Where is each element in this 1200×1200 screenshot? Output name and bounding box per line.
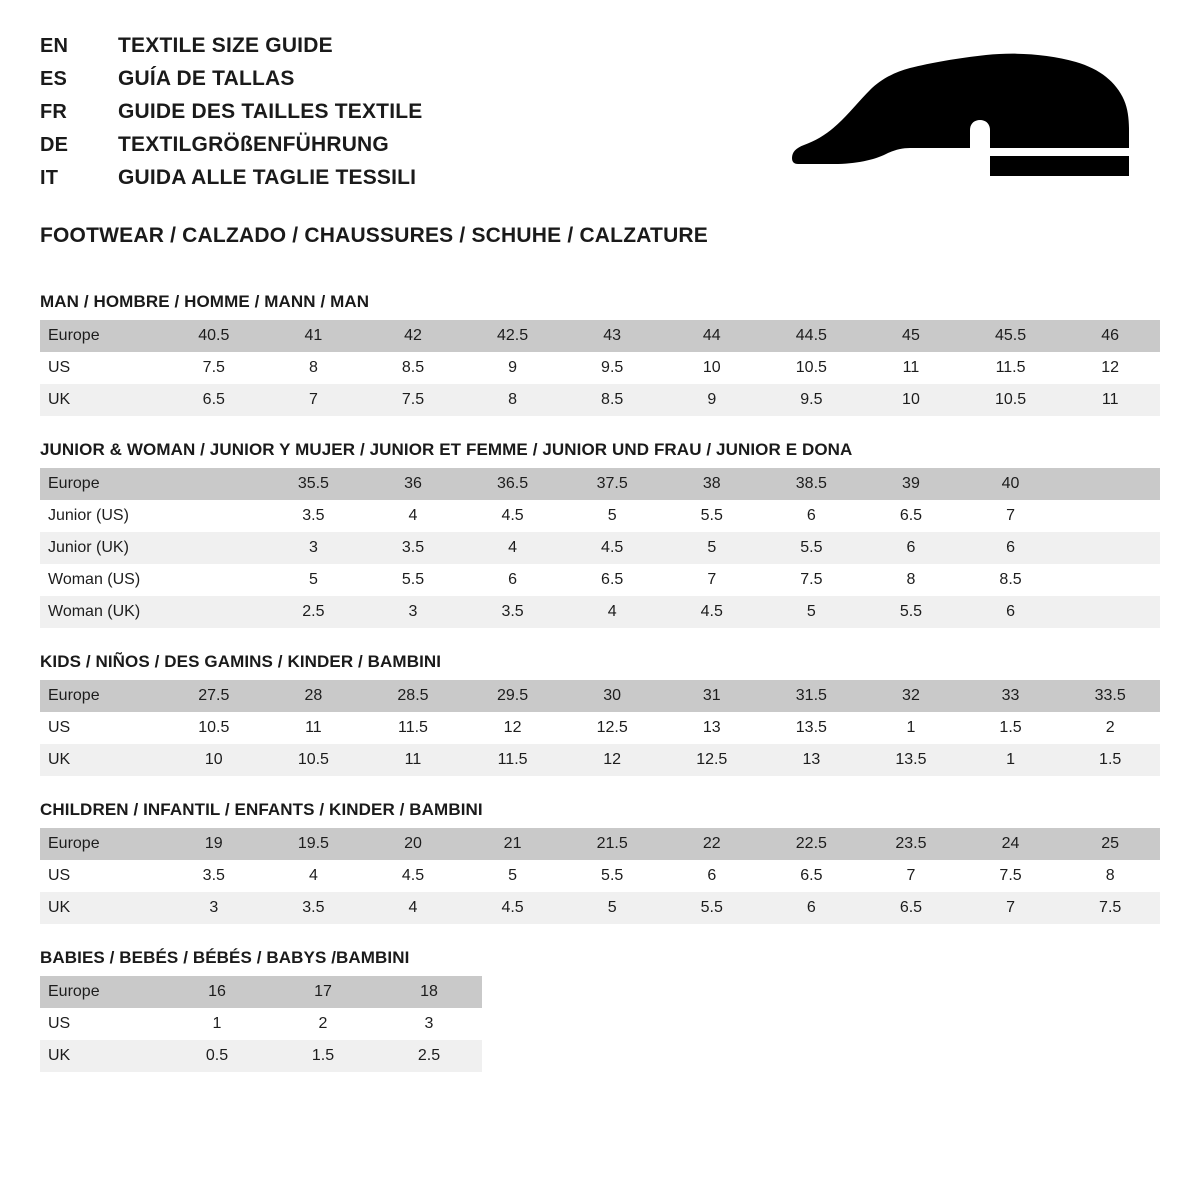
cell: 5 [762,596,862,628]
row-label: Woman (US) [40,564,164,596]
cell: 5 [264,564,364,596]
language-row-it [40,166,422,196]
cell: 42.5 [463,320,563,352]
group-junior-woman [40,440,1160,628]
cell: 11.5 [961,352,1061,384]
cell: 5 [562,892,662,924]
cell: 22.5 [762,828,862,860]
row-label: UK [40,1040,164,1072]
page-header [40,34,1160,196]
group-man [40,292,1160,416]
language-title: GUIDE DES TAILLES TEXTILE [118,100,423,123]
table-row [40,564,1160,596]
language-code: IT [40,167,59,189]
cell [1060,596,1160,628]
cell: 33.5 [1060,680,1160,712]
table-row [40,744,1160,776]
cell: 7.5 [762,564,862,596]
cell: 5.5 [861,596,961,628]
cell: 37.5 [562,468,662,500]
language-title: TEXTILGRÖßENFÜHRUNG [118,133,389,156]
cell: 11 [861,352,961,384]
row-label: Europe [40,828,164,860]
cell: 10 [164,744,264,776]
cell: 3 [164,892,264,924]
table-row [40,1008,482,1040]
table-row [40,468,1160,500]
cell: 12.5 [662,744,762,776]
cell: 24 [961,828,1061,860]
cell: 40.5 [164,320,264,352]
table-row [40,384,1160,416]
table-row [40,828,1160,860]
row-label: Europe [40,468,164,500]
cell: 8 [861,564,961,596]
cell: 3.5 [164,860,264,892]
row-label: UK [40,744,164,776]
table-row [40,860,1160,892]
cell: 4.5 [662,596,762,628]
language-row-de [40,133,422,163]
cell: 1 [961,744,1061,776]
language-row-en [40,34,422,64]
row-label: Junior (US) [40,500,164,532]
size-table-man [40,320,1160,416]
cell: 19 [164,828,264,860]
cell: 23.5 [861,828,961,860]
table-row [40,976,482,1008]
shoe-illustration [790,34,1160,182]
cell: 11.5 [463,744,563,776]
cell: 1.5 [270,1040,376,1072]
cell: 4 [463,532,563,564]
cell: 6 [762,892,862,924]
group-title: JUNIOR & WOMAN / JUNIOR Y MUJER / JUNIOR ET FEMME / JUNIOR UND FRAU / JUNIOR E DONA [40,440,853,459]
cell [1060,500,1160,532]
cell: 5 [562,500,662,532]
cell: 8.5 [562,384,662,416]
row-label: US [40,352,164,384]
cell: 22 [662,828,762,860]
cell: 10 [662,352,762,384]
language-title: GUÍA DE TALLAS [118,67,295,90]
row-label: Woman (UK) [40,596,164,628]
cell: 6.5 [562,564,662,596]
cell: 13 [662,712,762,744]
cell: 1 [164,1008,270,1040]
cell: 36 [363,468,463,500]
cell: 3.5 [264,892,364,924]
cell: 32 [861,680,961,712]
cell: 5.5 [662,892,762,924]
cell: 45.5 [961,320,1061,352]
cell: 13.5 [861,744,961,776]
cell: 46 [1060,320,1160,352]
cell: 6 [961,532,1061,564]
cell: 18 [376,976,482,1008]
cell: 44 [662,320,762,352]
group-kids [40,652,1160,776]
cell: 21 [463,828,563,860]
cell: 3.5 [363,532,463,564]
table-row [40,712,1160,744]
table-row [40,352,1160,384]
table-row [40,680,1160,712]
size-table-children [40,828,1160,924]
group-babies [40,948,1160,1072]
cell: 4.5 [463,892,563,924]
cell: 8.5 [363,352,463,384]
cell: 11.5 [363,712,463,744]
cell: 45 [861,320,961,352]
cell: 3 [264,532,364,564]
cell: 12.5 [562,712,662,744]
row-label: UK [40,384,164,416]
cell: 2 [270,1008,376,1040]
cell: 10.5 [264,744,364,776]
cell: 6 [961,596,1061,628]
cell: 6.5 [861,500,961,532]
cell [164,596,264,628]
cell: 5.5 [662,500,762,532]
language-title: GUIDA ALLE TAGLIE TESSILI [118,166,417,189]
row-label: UK [40,892,164,924]
cell: 43 [562,320,662,352]
cell: 10.5 [164,712,264,744]
row-label: Europe [40,680,164,712]
cell: 6.5 [861,892,961,924]
cell: 6 [762,500,862,532]
cell: 40 [961,468,1061,500]
cell: 19.5 [264,828,364,860]
cell: 38.5 [762,468,862,500]
cell: 33 [961,680,1061,712]
cell: 4 [363,500,463,532]
table-row [40,320,1160,352]
cell: 4 [363,892,463,924]
cell: 11 [1060,384,1160,416]
table-row [40,892,1160,924]
cell: 4 [562,596,662,628]
cell: 6 [662,860,762,892]
cell: 10.5 [762,352,862,384]
row-label: US [40,860,164,892]
language-row-es [40,67,422,97]
cell: 8 [264,352,364,384]
language-code: EN [40,35,69,57]
cell: 5.5 [562,860,662,892]
cell: 3.5 [264,500,364,532]
cell: 1.5 [1060,744,1160,776]
cell: 7 [662,564,762,596]
cell [1060,532,1160,564]
cell: 38 [662,468,762,500]
cell: 3.5 [463,596,563,628]
cell: 7 [961,892,1061,924]
cell: 13 [762,744,862,776]
cell [164,500,264,532]
cell: 12 [1060,352,1160,384]
cell: 4.5 [363,860,463,892]
group-children [40,800,1160,924]
cell: 9.5 [762,384,862,416]
cell: 31 [662,680,762,712]
cell: 11 [264,712,364,744]
cell: 41 [264,320,364,352]
table-row [40,1040,482,1072]
cell: 7 [861,860,961,892]
cell: 7.5 [164,352,264,384]
row-label: Europe [40,976,164,1008]
cell: 6.5 [164,384,264,416]
cell: 9.5 [562,352,662,384]
cell: 1.5 [961,712,1061,744]
cell: 3 [363,596,463,628]
cell: 9 [662,384,762,416]
cell: 5 [662,532,762,564]
footwear-section-title: FOOTWEAR / CALZADO / CHAUSSURES / SCHUHE / CALZATURE [40,224,709,247]
cell [164,468,264,500]
language-code: ES [40,68,68,90]
cell: 12 [463,712,563,744]
cell: 4.5 [562,532,662,564]
cell: 28.5 [363,680,463,712]
table-row [40,596,1160,628]
group-title: BABIES / BEBÉS / BÉBÉS / BABYS /BAMBINI [40,948,410,967]
cell: 6.5 [762,860,862,892]
row-label: US [40,1008,164,1040]
cell: 44.5 [762,320,862,352]
cell: 30 [562,680,662,712]
cell: 21.5 [562,828,662,860]
size-table-kids [40,680,1160,776]
language-code: DE [40,134,69,156]
cell: 7.5 [1060,892,1160,924]
cell: 29.5 [463,680,563,712]
cell: 17 [270,976,376,1008]
cell: 36.5 [463,468,563,500]
cell: 16 [164,976,270,1008]
cell: 5 [463,860,563,892]
row-label: Europe [40,320,164,352]
cell: 12 [562,744,662,776]
cell: 8 [463,384,563,416]
cell: 27.5 [164,680,264,712]
cell: 7 [264,384,364,416]
cell: 39 [861,468,961,500]
row-label: Junior (UK) [40,532,164,564]
cell: 0.5 [164,1040,270,1072]
cell: 8 [1060,860,1160,892]
group-title: CHILDREN / INFANTIL / ENFANTS / KINDER / BAMBINI [40,800,483,819]
cell: 7 [961,500,1061,532]
cell: 4.5 [463,500,563,532]
cell: 1 [861,712,961,744]
group-title: MAN / HOMBRE / HOMME / MANN / MAN [40,292,370,311]
cell: 25 [1060,828,1160,860]
cell: 42 [363,320,463,352]
table-row [40,532,1160,564]
cell: 28 [264,680,364,712]
cell: 2.5 [376,1040,482,1072]
cell: 5.5 [363,564,463,596]
language-code: FR [40,101,68,123]
cell: 4 [264,860,364,892]
row-label: US [40,712,164,744]
cell: 5.5 [762,532,862,564]
cell: 10 [861,384,961,416]
cell: 35.5 [264,468,364,500]
cell: 2 [1060,712,1160,744]
cell [164,564,264,596]
cell: 9 [463,352,563,384]
cell: 20 [363,828,463,860]
cell: 3 [376,1008,482,1040]
size-table-babies [40,976,482,1072]
cell: 2.5 [264,596,364,628]
cell: 11 [363,744,463,776]
cell [1060,468,1160,500]
dress-shoe-icon [790,52,1130,182]
table-row [40,500,1160,532]
cell: 7.5 [363,384,463,416]
cell [1060,564,1160,596]
group-title: KIDS / NIÑOS / DES GAMINS / KINDER / BAMBINI [40,652,442,671]
cell: 13.5 [762,712,862,744]
cell: 6 [861,532,961,564]
language-row-fr [40,100,422,130]
cell: 7.5 [961,860,1061,892]
cell: 6 [463,564,563,596]
cell: 31.5 [762,680,862,712]
cell: 8.5 [961,564,1061,596]
size-table-junior-woman [40,468,1160,628]
cell [164,532,264,564]
cell: 10.5 [961,384,1061,416]
language-title-list [40,34,422,196]
language-title: TEXTILE SIZE GUIDE [118,34,333,57]
